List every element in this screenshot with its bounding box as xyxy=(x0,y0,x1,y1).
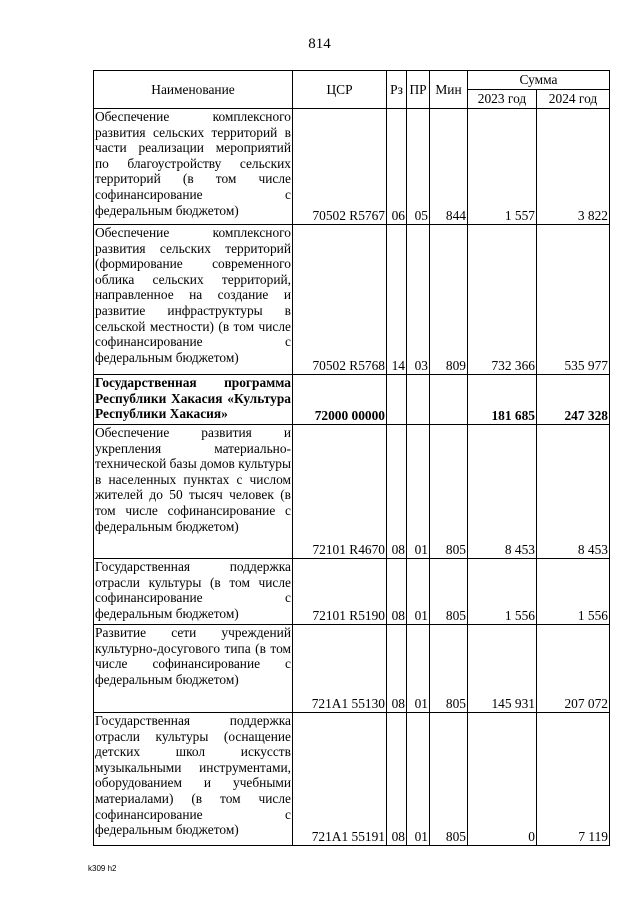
row-min: 805 xyxy=(430,559,468,625)
row-pr: 03 xyxy=(407,225,430,375)
table-row xyxy=(94,559,610,625)
row-csr: 70502 R5768 xyxy=(293,225,387,375)
row-csr: 721A1 55191 xyxy=(293,713,387,846)
row-name: Государственная программа Республики Хакасия «Культура Республики Хакасия» xyxy=(94,375,293,425)
row-name: Развитие сети учреждений культурно-досугового типа (в том числе софинансирование с федеральным бюджетом) xyxy=(94,625,293,713)
row-2023: 181 685 xyxy=(468,375,537,425)
row-rz: 08 xyxy=(387,713,407,846)
row-min xyxy=(430,375,468,425)
row-2023: 1 557 xyxy=(468,109,537,225)
row-2024: 1 556 xyxy=(537,559,610,625)
row-pr xyxy=(407,375,430,425)
row-csr: 70502 R5767 xyxy=(293,109,387,225)
table-row xyxy=(94,225,610,375)
table-row xyxy=(94,625,610,713)
row-min: 805 xyxy=(430,625,468,713)
header-csr: ЦСР xyxy=(293,71,387,109)
row-pr: 01 xyxy=(407,425,430,559)
header-rz: Рз xyxy=(387,71,407,109)
row-pr: 01 xyxy=(407,625,430,713)
row-min: 805 xyxy=(430,713,468,846)
page-number: 814 xyxy=(308,36,331,52)
row-2024: 207 072 xyxy=(537,625,610,713)
row-2024: 535 977 xyxy=(537,225,610,375)
header-year-2023: 2023 год xyxy=(468,90,537,109)
row-rz: 08 xyxy=(387,625,407,713)
row-csr: 72101 R4670 xyxy=(293,425,387,559)
budget-table xyxy=(93,70,610,846)
row-2023: 1 556 xyxy=(468,559,537,625)
row-name: Обеспечение развития и укрепления материально-технической базы домов культуры в населенных пунктах с числом жителей до 50 тысяч человек (в том числе софинансирование с федеральным бюджетом) xyxy=(94,425,293,559)
row-min: 809 xyxy=(430,225,468,375)
row-2023: 0 xyxy=(468,713,537,846)
row-name: Государственная поддержка отрасли культуры (оснащение детских школ искусств музыкальными инструментами, оборудованием и учебными материалами) (в том числе софинансирование с федеральным бюджетом) xyxy=(94,713,293,846)
header-min: Мин xyxy=(430,71,468,109)
row-rz: 08 xyxy=(387,559,407,625)
table-row xyxy=(94,375,610,425)
header-sum: Сумма xyxy=(468,71,610,90)
table-row xyxy=(94,425,610,559)
header-year-2024: 2024 год xyxy=(537,90,610,109)
table-row xyxy=(94,109,610,225)
document-code: k309 h2 xyxy=(88,864,117,873)
row-min: 805 xyxy=(430,425,468,559)
row-2023: 732 366 xyxy=(468,225,537,375)
row-min: 844 xyxy=(430,109,468,225)
header-pr: ПР xyxy=(407,71,430,109)
row-name: Обеспечение комплексного развития сельских территорий (формирование современного облика сельских территорий, направленное на создание и развитие инфраструктуры в сельской местности) (в том числе софинансирование с федеральным бюджетом) xyxy=(94,225,293,375)
row-2024: 3 822 xyxy=(537,109,610,225)
row-rz: 06 xyxy=(387,109,407,225)
row-rz xyxy=(387,375,407,425)
row-pr: 01 xyxy=(407,559,430,625)
row-2024: 7 119 xyxy=(537,713,610,846)
row-2024: 8 453 xyxy=(537,425,610,559)
row-2023: 145 931 xyxy=(468,625,537,713)
row-pr: 01 xyxy=(407,713,430,846)
row-pr: 05 xyxy=(407,109,430,225)
row-csr: 72101 R5190 xyxy=(293,559,387,625)
header-name: Наименование xyxy=(94,71,293,109)
row-csr: 72000 00000 xyxy=(293,375,387,425)
row-rz: 08 xyxy=(387,425,407,559)
row-rz: 14 xyxy=(387,225,407,375)
row-2023: 8 453 xyxy=(468,425,537,559)
table-row xyxy=(94,713,610,846)
row-csr: 721A1 55130 xyxy=(293,625,387,713)
row-name: Обеспечение комплексного развития сельских территорий в части реализации мероприятий по благоустройству сельских территорий (в том числе софинансирование с федеральным бюджетом) xyxy=(94,109,293,225)
row-2024: 247 328 xyxy=(537,375,610,425)
row-name: Государственная поддержка отрасли культуры (в том числе софинансирование с федеральным бюджетом) xyxy=(94,559,293,625)
